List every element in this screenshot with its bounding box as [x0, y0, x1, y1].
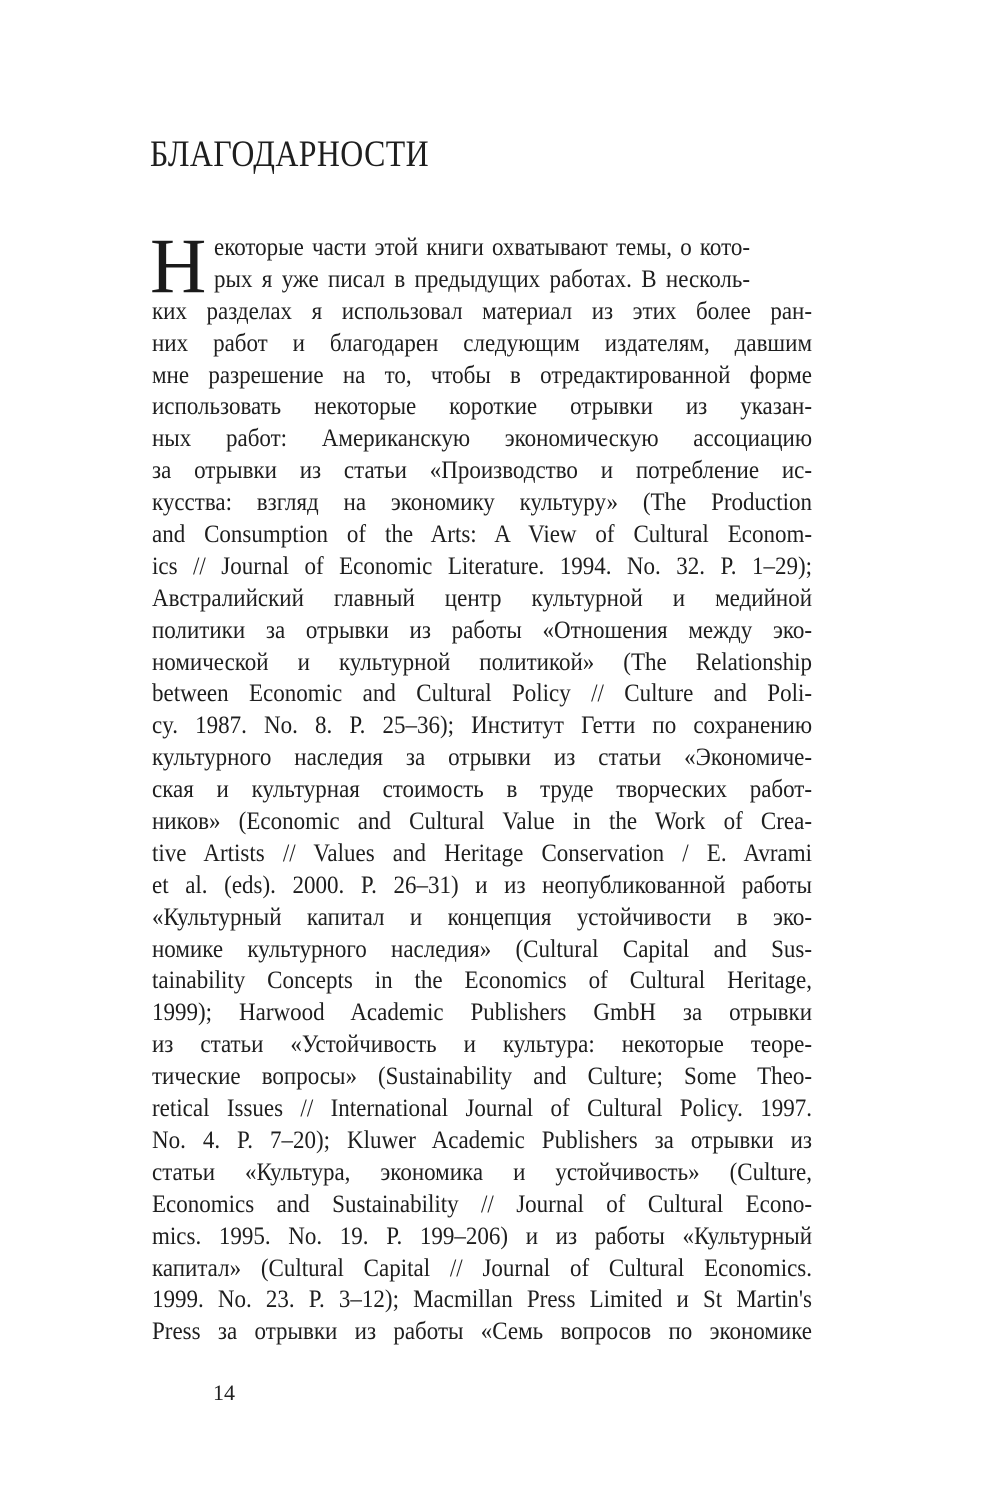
text-line: No. 4. P. 7–20); Kluwer Academic Publishers за отрывки из	[152, 1126, 813, 1154]
text-line: за отрывки из статьи «Производство и потребление ис-	[152, 457, 813, 485]
text-line: tainability Concepts in the Economics of Cultural Heritage,	[152, 967, 813, 995]
text-line: номике культурного наследия» (Cultural Capital and Sus-	[152, 935, 813, 963]
text-line: культурного наследия за отрывки из статьи «Экономиче-	[152, 744, 813, 772]
text-line: екоторые части этой книги охватывают темы, о кото-	[214, 234, 751, 261]
text-line: использовать некоторые короткие отрывки из указан-	[152, 393, 813, 421]
text-line: Press за отрывки из работы «Семь вопросов по экономике	[152, 1318, 813, 1346]
text-line: мне разрешение на то, чтобы в отредактированной форме	[152, 361, 813, 389]
drop-cap-letter: Н	[150, 222, 207, 309]
text-line: «Культурный капитал и концепция устойчивости в эко-	[152, 903, 813, 931]
text-line: них работ и благодарен следующим издателям, давшим	[152, 329, 813, 357]
text-line: из статьи «Устойчивость и культура: некоторые теоре-	[152, 1031, 813, 1059]
text-line: капитал» (Cultural Capital // Journal of Cultural Economics.	[152, 1254, 813, 1282]
text-line: retical Issues // International Journal of Cultural Policy. 1997.	[152, 1095, 813, 1123]
text-line: Economics and Sustainability // Journal of Cultural Econo-	[152, 1190, 813, 1218]
text-line: тические вопросы» (Sustainability and Culture; Some Theo-	[152, 1063, 813, 1091]
text-line: номической и культурной политикой» (The Relationship	[152, 648, 813, 676]
text-line: cy. 1987. No. 8. P. 25–36); Институт Гетти по сохранению	[152, 712, 813, 740]
text-line: кусства: взгляд на экономику культуру» (The Production	[152, 489, 813, 517]
text-line: 1999); Harwood Academic Publishers GmbH за отрывки	[152, 999, 813, 1027]
text-line: tive Artists // Values and Heritage Conservation / E. Avrami	[152, 839, 813, 867]
text-line: статьи «Культура, экономика и устойчивость» (Culture,	[152, 1158, 813, 1186]
text-line: ников» (Economic and Cultural Value in the Work of Crea-	[152, 808, 813, 836]
text-line: mics. 1995. No. 19. P. 199–206) и из работы «Культурный	[152, 1222, 813, 1250]
text-line: ных работ: Американскую экономическую ассоциацию	[152, 425, 813, 453]
text-line: рых я уже писал в предыдущих работах. В несколь-	[214, 265, 751, 293]
text-line: политики за отрывки из работы «Отношения между эко-	[152, 616, 813, 644]
body-text	[150, 222, 813, 1348]
text-line: ких разделах я использовал материал из этих более ран-	[152, 297, 813, 325]
text-line: ская и культурная стоимость в труде творческих работ-	[152, 776, 813, 804]
page-number: 14	[213, 1380, 235, 1405]
chapter-title: БЛАГОДАРНОСТИ	[150, 134, 430, 175]
text-line: ics // Journal of Economic Literature. 1994. No. 32. P. 1–29);	[152, 552, 813, 580]
text-line: between Economic and Cultural Policy // Culture and Poli-	[152, 680, 813, 708]
text-line: Австралийский главный центр культурной и медийной	[152, 584, 813, 612]
text-line: et al. (eds). 2000. P. 26–31) и из неопубликованной работы	[152, 871, 813, 899]
text-line: and Consumption of the Arts: A View of Cultural Econom-	[152, 521, 813, 549]
text-line: 1999. No. 23. P. 3–12); Macmillan Press Limited и St Martin's	[152, 1286, 813, 1314]
